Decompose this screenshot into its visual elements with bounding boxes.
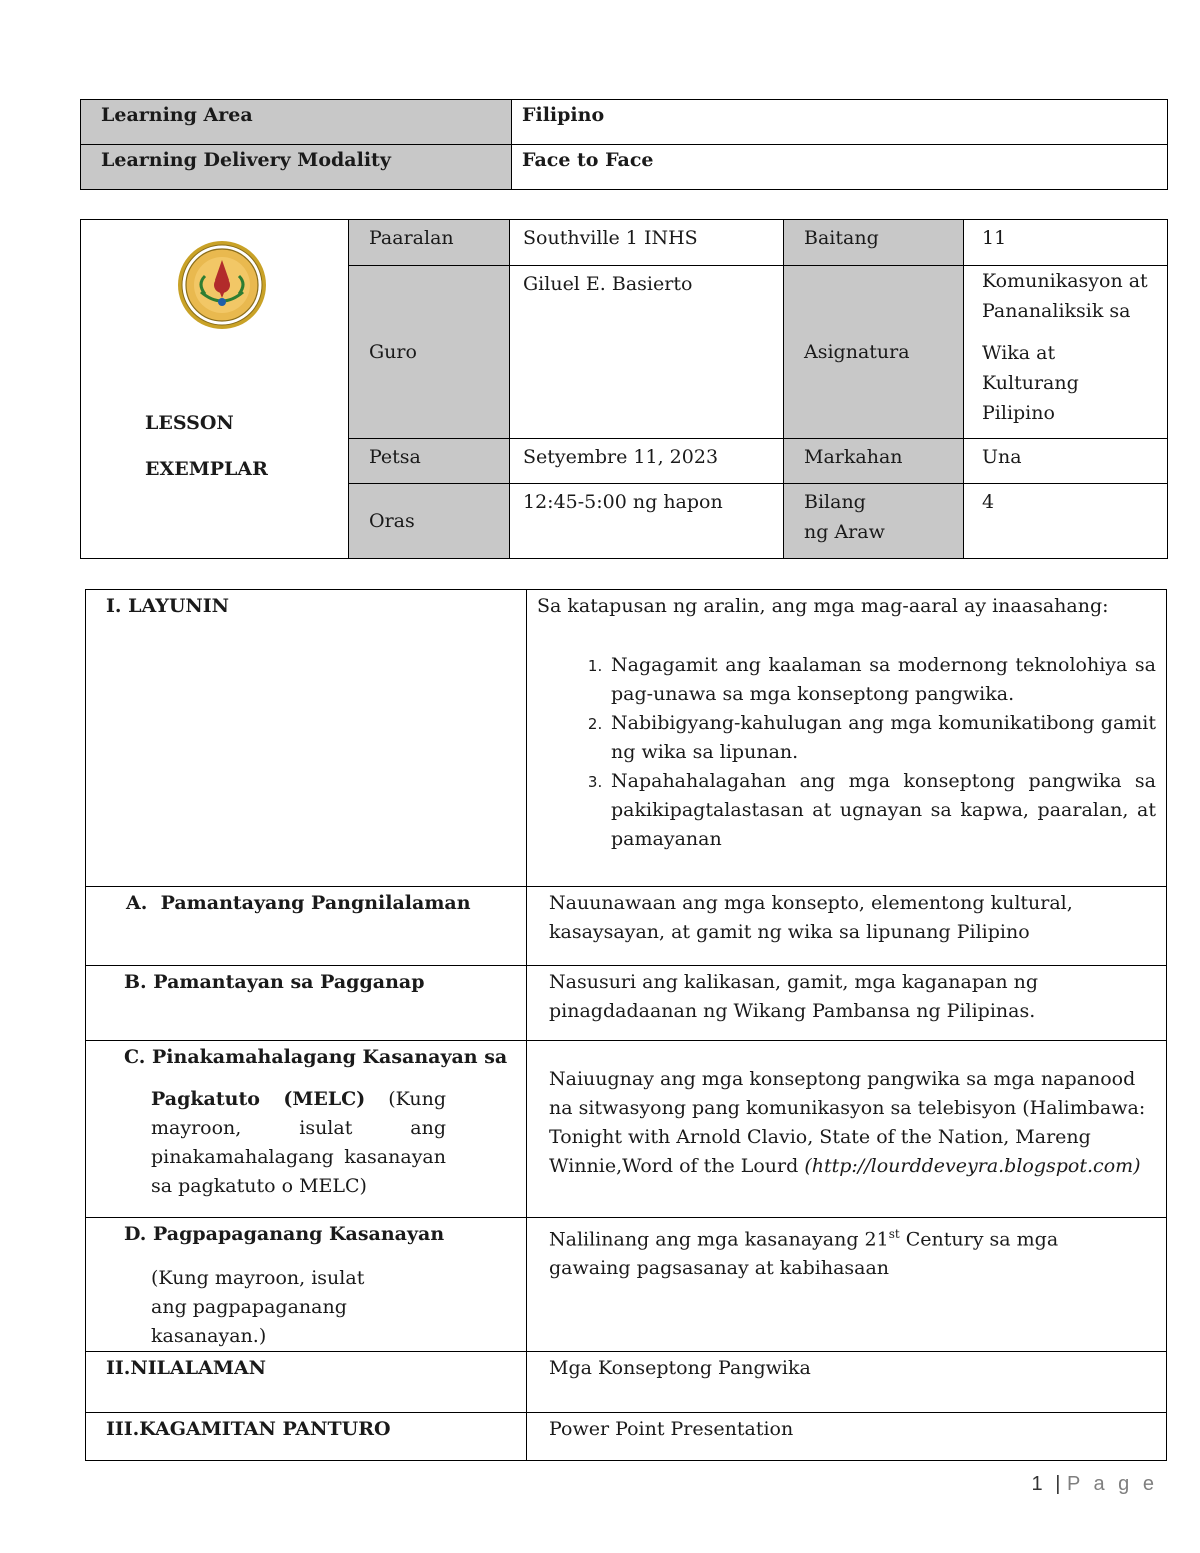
petsa-label: Petsa	[369, 446, 421, 468]
page-word: P a g e	[1066, 1473, 1158, 1495]
page-footer	[1031, 1473, 1158, 1496]
bilang-value-cell	[964, 484, 1168, 559]
modality-value: Face to Face	[522, 149, 654, 171]
modality-label-cell	[81, 145, 512, 190]
asignatura-value-cell	[964, 266, 1168, 439]
bilang-value: 4	[982, 491, 995, 513]
learning-area-label: Learning Area	[101, 104, 253, 126]
iii-value-cell	[527, 1413, 1167, 1461]
paaralan-value: Southville 1 INHS	[523, 227, 698, 249]
d-value-block	[527, 1218, 1166, 1283]
objective-item-1: 1. Nagagamit ang kaalaman sa modernong teknolohiya sa pag-unawa sa mga konseptong pangwika.	[607, 651, 1156, 709]
learning-area-value-cell	[512, 100, 1168, 145]
iii-label-cell	[86, 1413, 527, 1461]
asignatura-value-1: Komunikasyon at Pananaliksik sa	[982, 270, 1148, 322]
oras-value: 12:45-5:00 ng hapon	[523, 491, 723, 513]
markahan-label-cell	[784, 439, 964, 484]
d-label: D. Pagpapaganang Kasanayan	[124, 1223, 445, 1245]
guro-value: Giluel E. Basierto	[523, 273, 693, 295]
asignatura-label: Asignatura	[804, 341, 910, 363]
ii-label: II.NILALAMAN	[106, 1357, 266, 1379]
bilang-label: Bilang ng Araw	[804, 491, 885, 543]
oras-label: Oras	[369, 510, 415, 532]
c-value-block	[527, 1041, 1166, 1181]
guro-label: Guro	[369, 341, 417, 363]
a-value: Nauunawaan ang mga konsepto, elementong kultural, kasaysayan, at gamit ng wika sa lipunang Pilipino	[549, 892, 1073, 943]
markahan-label: Markahan	[804, 446, 903, 468]
b-label: B. Pamantayan sa Pagganap	[124, 971, 425, 993]
c-note: (Kung mayroon, isulat ang pinakamahalagang kasanayan sa pagkatuto o MELC)	[151, 1088, 447, 1197]
objectives-list	[527, 651, 1166, 854]
baitang-label: Baitang	[804, 227, 879, 249]
d-value-pre: Nalilinang ang mga kasanayang 21	[549, 1228, 889, 1251]
title-line-2: EXEMPLAR	[145, 458, 268, 480]
b-value: Nasusuri ang kalikasan, gamit, mga kaganapan ng pinagdadaanan ng Wikang Pambansa ng Pilipinas.	[549, 971, 1039, 1022]
ii-label-cell	[86, 1352, 527, 1413]
iii-value: Power Point Presentation	[549, 1418, 794, 1440]
title-line-1: LESSON	[145, 412, 234, 434]
a-label: A. Pamantayang Pangnilalaman	[126, 892, 471, 914]
petsa-value: Setyembre 11, 2023	[523, 446, 719, 468]
layunin-label-cell	[86, 590, 527, 887]
d-label-cell	[86, 1218, 527, 1352]
baitang-label-cell	[784, 220, 964, 266]
ii-value-cell	[527, 1352, 1167, 1413]
iii-label: III.KAGAMITAN PANTURO	[106, 1418, 391, 1440]
plan-table	[85, 589, 1167, 1461]
footer-separator: |	[1049, 1473, 1067, 1495]
b-value-cell	[527, 966, 1167, 1041]
c-label-body	[151, 1085, 446, 1201]
d-value-cell	[527, 1218, 1167, 1352]
asignatura-value-2: Wika at Kulturang Pilipino	[982, 342, 1079, 424]
paaralan-label: Paaralan	[369, 227, 454, 249]
markahan-value-cell	[964, 439, 1168, 484]
page-number: 1	[1031, 1473, 1044, 1495]
oras-value-cell	[510, 484, 784, 559]
a-label-cell	[86, 887, 527, 966]
c-label-cell	[86, 1041, 527, 1218]
b-label-cell	[86, 966, 527, 1041]
baitang-value: 11	[982, 227, 1007, 249]
guro-label-cell	[349, 266, 510, 439]
objective-item-3: 3. Napahahalagahan ang mga konseptong pangwika sa pakikipagtalastasan at ugnayan sa kapwa, paaralan, at pamayanan	[607, 767, 1156, 854]
paaralan-label-cell	[349, 220, 510, 266]
ii-value: Mga Konseptong Pangwika	[549, 1357, 811, 1379]
a-value-cell	[527, 887, 1167, 966]
asignatura-label-cell	[784, 266, 964, 439]
markahan-value: Una	[982, 446, 1022, 468]
learning-area-label-cell	[81, 100, 512, 145]
c-label-melc: Pagkatuto (MELC)	[151, 1088, 366, 1110]
modality-label: Learning Delivery Modality	[101, 149, 391, 171]
baitang-value-cell	[964, 220, 1168, 266]
objective-item-2: 2. Nabibigyang-kahulugan ang mga komunikatibong gamit ng wika sa lipunan.	[607, 709, 1156, 767]
c-value-cell	[527, 1041, 1167, 1218]
oras-label-cell	[349, 484, 510, 559]
learning-area-value: Filipino	[522, 104, 605, 126]
d-value-sup: st	[888, 1227, 900, 1241]
c-value-link[interactable]: (http://lourddeveyra.blogspot.com)	[804, 1155, 1141, 1177]
d-note: (Kung mayroon, isulat ang pagpapaganang kasanayan.)	[151, 1267, 365, 1347]
petsa-value-cell	[510, 439, 784, 484]
deped-seal	[177, 240, 267, 330]
lesson-exemplar-cell	[81, 220, 349, 559]
guro-value-cell	[510, 266, 784, 439]
info-table	[80, 219, 1168, 559]
lesson-exemplar-title	[81, 400, 348, 492]
paaralan-value-cell	[510, 220, 784, 266]
petsa-label-cell	[349, 439, 510, 484]
c-value: Naiuugnay ang mga konseptong pangwika sa mga napanood na sitwasyong pang komunikasyon sa telebisyon (Halimbawa: Tonight with Arnold Clavio, State of the Nation, Mareng Winnie,Word of the Lourd	[549, 1068, 1146, 1177]
bilang-label-cell	[784, 484, 964, 559]
c-label: C. Pinakamahalagang Kasanayan sa	[124, 1046, 508, 1068]
layunin-value-cell	[527, 590, 1167, 887]
d-value-post: Century sa mga gawaing pagsasanay at kabihasaan	[549, 1228, 1059, 1280]
layunin-label: I. LAYUNIN	[106, 595, 230, 617]
modality-value-cell	[512, 145, 1168, 190]
header-table	[80, 99, 1168, 190]
layunin-intro: Sa katapusan ng aralin, ang mga mag-aaral ay inaasahang:	[537, 595, 1109, 617]
seal-icon	[177, 240, 267, 330]
